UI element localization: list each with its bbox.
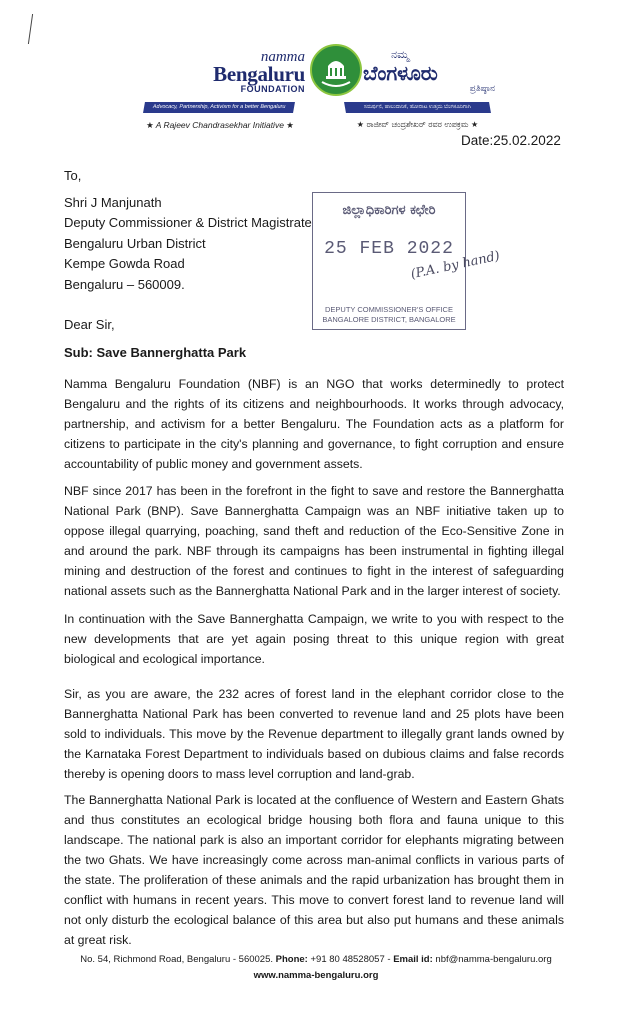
footer-website-text: www.namma-bengaluru.org <box>253 970 379 981</box>
initiative-english: ★ A Rajeev Chandrasekhar Initiative ★ <box>146 120 294 130</box>
stamp-kannada-text: ಜಿಲ್ಲಾಧಿಕಾರಿಗಳ ಕಛೇರಿ <box>342 203 436 218</box>
handwritten-note: (P.A. by hand) <box>409 248 502 283</box>
letterhead-kannada-namma: ನಮ್ಮ <box>391 48 410 61</box>
letter-date: Date:25.02.2022 <box>461 133 561 148</box>
subject-line: Sub: Save Bannerghatta Park <box>64 345 247 360</box>
letterhead-kannada-foundation: ಪ್ರತಿಷ್ಠಾನ <box>469 84 495 94</box>
stamp-office-line-1: DEPUTY COMMISSIONER'S OFFICE <box>325 305 453 314</box>
body-paragraph: In continuation with the Save Bannerghatta Campaign, we write to you with respect to the new developments that are yet again posing threat to this unique region with great biological and ecological importance. <box>64 612 564 666</box>
body-paragraph: Sir, as you are aware, the 232 acres of forest land in the elephant corridor close to the Bannerghatta National Park has been converted to revenue land and 25 plots have been sold to individuals. This move by the Revenue department to illegally grant lands owned by the Karnataka Forest Department to individuals based on dubious claims and false records thereby is opening doors to mass level corruption and land-grab. <box>64 687 564 781</box>
body-paragraph: NBF since 2017 has been in the forefront in the fight to save and restore the Bannerghatta National Park (BNP). Save Bannerghatta Campaign was an NBF initiative taken up to oppose illegal quarrying, poaching, sand theft and reduction of the Eco-Sensitive Zone in and around the park. NBF through its campaigns has been instrumental in fighting illegal mining and destruction of the forest and continues to fight in the interest of safeguarding national assets such as the Bannerghatta National Park and in the larger interest of society. <box>64 484 564 598</box>
recipient-address <box>64 166 312 295</box>
foundation-logo-icon <box>310 44 362 96</box>
initiative-kannada: ★ ರಾಜೀವ್ ಚಂದ್ರಶೇಖರ್ ರವರ ಉಪಕ್ರಮ ★ <box>356 120 479 129</box>
letterhead-ribbon <box>140 102 495 114</box>
recipient-line: Shri J Manjunath <box>64 194 162 210</box>
footer-email: nbf@namma-bengaluru.org <box>435 954 552 965</box>
footer-website <box>0 968 632 984</box>
letterhead-foundation: FOUNDATION <box>240 84 305 94</box>
letterhead-kannada-name <box>363 48 503 94</box>
stamp-date: 25 FEB 2022 <box>324 239 454 259</box>
letterhead <box>140 40 495 140</box>
letterhead-kannada-bengaluru: ಬೆಂಗಳೂರು <box>363 61 438 85</box>
stamp-office <box>315 305 463 325</box>
recipient-line: Deputy Commissioner & District Magistrate <box>64 215 312 230</box>
margin-pen-mark <box>28 14 35 44</box>
tagline-english: Advocacy, Partnership, Activism for a better Bengaluru <box>143 102 295 113</box>
footer-contact-line: No. 54, Richmond Road, Bengaluru - 560025. Phone: +91 80 48528057 - Email id: nbf@namma-bengaluru.org <box>80 954 552 965</box>
footer-phone: +91 80 48528057 <box>310 954 385 965</box>
recipient-line: Bengaluru – 560009. <box>64 276 185 292</box>
letter-footer <box>0 952 632 984</box>
body-paragraph: The Bannerghatta National Park is located at the confluence of Western and Eastern Ghats and thus constitutes an ecological bridge housing both flora and fauna unique to this landscape. The national park is also an important corridor for elephants migrating between the two Ghats. We have increasingly come across man-animal conflicts in various parts of the state. The proliferation of these animals and the rapid urbanization has brought them in conflict with humans in recent years. This move to convert forest land to revenue land will not only disturb the ecological balance of this area but also put humans and these animals at great risk. <box>64 793 564 947</box>
footer-address: No. 54, Richmond Road, Bengaluru - 560025. <box>80 954 274 965</box>
salutation: Dear Sir, <box>64 317 115 332</box>
recipient-line: Bengaluru Urban District <box>64 235 206 251</box>
stamp-office-line-2: BANGALORE DISTRICT, BANGALORE <box>322 315 456 324</box>
letterhead-bengaluru: Bengaluru <box>213 62 305 86</box>
body-paragraph: Namma Bengaluru Foundation (NBF) is an NGO that works determinedly to protect Bengaluru and the rights of its citizens and neighbourhoods. It works through advocacy, partnership, and activism for a better Bengaluru. The Foundation acts as a platform for citizens to participate in the city's planning and governance, to fight corruption and ensure accountability of public money and government assets. <box>64 377 564 471</box>
letterhead-english-name <box>185 50 305 94</box>
letterhead-namma: namma <box>260 49 305 65</box>
recipient-line: Kempe Gowda Road <box>64 256 185 271</box>
recipient-to: To, <box>64 168 82 183</box>
tagline-kannada: ಸಮರ್ಥನೆ, ಪಾಲುದಾರಿಕೆ, ಹೋರಾಟ ಉತ್ತಮ ಬೆಂಗಳೂರಿಗಾಗಿ <box>344 102 491 113</box>
footer-phone-label: Phone: <box>275 954 308 965</box>
footer-email-label: Email id: <box>393 954 433 965</box>
